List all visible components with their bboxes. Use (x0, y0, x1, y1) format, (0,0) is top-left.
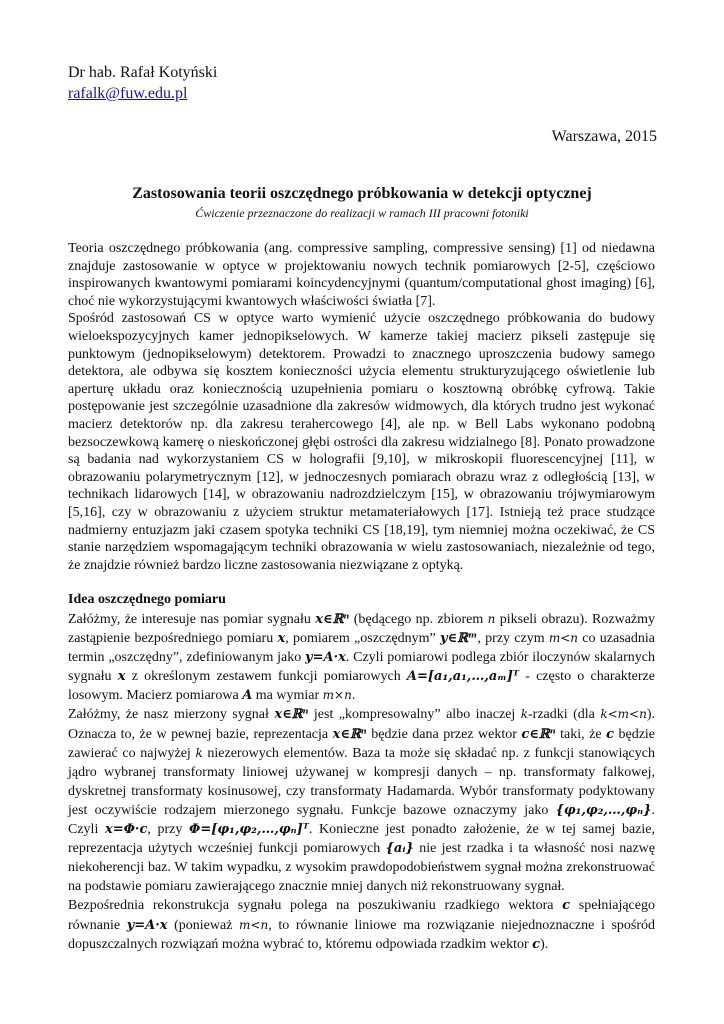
document-title: Zastosowania teorii oszczędnego próbkowania w detekcji optycznej (132, 185, 592, 202)
math-expression: m<n (548, 631, 579, 646)
text-fragment: , przy (147, 822, 190, 838)
text-fragment: (będącego np. zbiorem (349, 612, 488, 627)
math-expression: A=[a₁,a₁,…,aₘ]ᵀ (406, 669, 520, 685)
text-fragment: nie jest rzadka i ta własność nosi nazwę niekoherencji baz. W takim wypadku, z wysokim prawdopodobieństwem sygnał można zrekonstruować na podstawie pomiaru zawierającego znacznie mniej danych niż rekonstruowany sygnał. (68, 841, 655, 895)
text-fragment: z określonym zestawem funkcji pomiarowych (125, 669, 407, 685)
math-expression: k (195, 745, 203, 760)
intro-text (68, 240, 655, 574)
math-expression: y∈ℝᵐ (439, 631, 478, 647)
math-expression: A (242, 688, 253, 704)
section-text (68, 610, 655, 954)
math-expression: x∈ℝⁿ (315, 612, 350, 627)
text-fragment: rzadkim wektor (440, 936, 529, 952)
text-fragment: ma wymiar (252, 688, 323, 704)
text-fragment: , pomiarem „oszczędnym” (285, 631, 440, 647)
math-expression: m<n (239, 917, 269, 932)
author-name: Dr hab. Rafał Kotyński (68, 64, 218, 81)
text-fragment: . Czyli (68, 802, 655, 838)
author-block (68, 62, 217, 104)
text-fragment: będzie zawierać co najwyżej (68, 726, 656, 761)
text-fragment: . (351, 688, 356, 704)
math-expression: c (562, 898, 571, 914)
text-fragment: , przy czym (477, 631, 549, 647)
text-fragment: Bezpośrednia rekonstrukcja sygnału polega na poszukiwaniu rzadkiego wektora (68, 898, 563, 914)
document-subtitle: Ćwiczenie przeznaczone do realizacji w ramach III pracowni fotoniki (195, 206, 529, 220)
section-heading: Idea oszczędnego pomiaru (68, 592, 226, 607)
math-expression: x∈ℝⁿ (274, 707, 309, 723)
math-expression: {aᵢ} (385, 841, 414, 857)
text-fragment: - często o charakterze losowym. Macierz pomiarowa (68, 669, 655, 704)
intro-paragraph-2: Spośród zastosowań CS w optyce warto wymienić użycie oszczędnego próbkowania do budowy wieloekspozycyjnych kamer jednopikselowych. W kamerze takiej macierz pikseli zastępuje się punktowym (jednopikselowym) detektorem. Prowadzi to znacznego uproszczenia budowy samego detektora, ale odbywa się kosztem konieczności użycia elementu strukturyzującego oświetlenie lub aperturę układu oraz koniecznością uzupełnienia pomiaru o kosztowną obróbkę cyfrową. Takie postępowanie jest szczególnie uzasadnione dla zakresów widmowych, dla których trudno jest wykonać macierz detektorów np. dla zakresu terahercowego [4], ale np. w Bell Labs wykonano podobną bezsoczewkową kamerę o nieskończonej głębi ostrości dla zakresu widzialnego [8]. Ponato prowadzone są badania nad wykorzystaniem CS w holografii [9,10], w mikroskopii fluorescencyjnej [11], w obrazowaniu polarymetrycznym [12], w jednoczesnych pomiarach obrazu wraz z odległością [13], w technikach lidarowych [14], w obrazowaniu nadrozdzielczym [15], w obrazowaniu trójwymiarowym [5,16], czy w obrazowaniu z użyciem struktur metamateriałowych [17]. Istnieją też prace studzące nadmierny entuzjazm jaki czasem spotyka techniki CS [18,19], tym niemniej można oczekiwać, że CS stanie narzędziem wspomagającym techniki obrazowania w wielu zastosowaniach, niezależnie od tego, że znajdzie również bardzo liczne zastosowania niezwiązane z optyką. (68, 311, 655, 573)
math-expression: x=Φ·c (104, 822, 148, 838)
text-fragment: taki, że (555, 726, 607, 742)
section-paragraph-2 (68, 705, 655, 896)
text-fragment: Załóżmy, że nasz mierzony sygnał (68, 707, 275, 723)
math-expression: x (277, 631, 286, 647)
text-fragment: ). Oznacza to, że w pewnej bazie, reprezentacja (68, 707, 655, 742)
text-fragment: (ponieważ (167, 917, 240, 933)
math-expression: n (487, 612, 496, 626)
intro-paragraph-1: Teoria oszczędnego próbkowania (ang. compressive sampling, compressive sensing) [1] od niedawna znajduje zastosowanie w optyce w projektowaniu nowych technik pomiarowych [2-5], częściowo inspirowanych kwantowymi pomiarami koincydencyjnymi (quantum/computational ghost imaging) [6], choć nie wykorzystującymi kwantowych właściwości światła [7]. (68, 241, 655, 309)
text-fragment: . Czyli pomiarowi podlega zbiór iloczynów skalarnych sygnału (68, 650, 656, 685)
math-expression: x∈ℝⁿ (332, 726, 367, 742)
text-fragment: , to równanie liniowe ma rozwiązanie niejednoznaczne i spośród dopuszczalnych rozwiązań można wybrać to, któremu odpowiada (68, 917, 656, 952)
section-paragraph-3 (68, 896, 655, 953)
section-paragraph-1 (68, 610, 655, 705)
text-fragment: -rzadki (dla (528, 707, 601, 723)
math-expression: c (532, 936, 541, 952)
math-expression: y=A·x (126, 917, 168, 933)
text-fragment: pikseli obrazu). Rozważmy zastąpienie bezpośredniego pomiaru (68, 612, 656, 647)
math-expression: c (606, 726, 614, 742)
text-fragment: niezerowych elementów. Baza ta może się składać np. z funkcji stanowiących jądro wybranej transformaty liniowej używanej w kompresji danych – np. transformaty falkowej, dyskretnej transformaty kosinusowej, czy transformaty Hadamarda. Wybór transformaty podyktowany jest oczywiście rodzajem mierzonego sygnału. Funkcje bazowe oznaczymy jako (68, 745, 655, 818)
math-expression: Φ=[φ₁,φ₂,…,φₙ]ᵀ (189, 822, 309, 838)
text-fragment: będzie dana przez wektor (366, 726, 522, 742)
math-expression: m×n (322, 688, 352, 703)
math-expression: x (117, 669, 126, 685)
text-fragment: Załóżmy, że interesuje nas pomiar sygnału (68, 612, 316, 627)
text-fragment: . Konieczne jest ponadto założenie, że w tej samej bazie, reprezentacja użytych wcześniej funkcji pomiarowych (68, 822, 655, 857)
text-fragment: spełniającego równanie (68, 898, 655, 933)
math-expression: k (520, 707, 529, 722)
author-email-link[interactable]: rafalk@fuw.edu.pl (68, 85, 188, 102)
text-fragment: co uzasadnia termin „oszczędny”, zdefiniowanym jako (68, 631, 655, 666)
place-date: Warszawa, 2015 (551, 128, 657, 145)
math-expression: c∈ℝⁿ (521, 726, 556, 742)
text-fragment: jest „kompresowalny” albo inaczej (308, 707, 521, 723)
math-expression: {φ₁,φ₂,…,φₙ} (555, 802, 652, 818)
text-fragment: ). (540, 936, 549, 952)
math-expression: k<m<n (600, 707, 647, 722)
math-expression: y=A·x (305, 650, 346, 666)
